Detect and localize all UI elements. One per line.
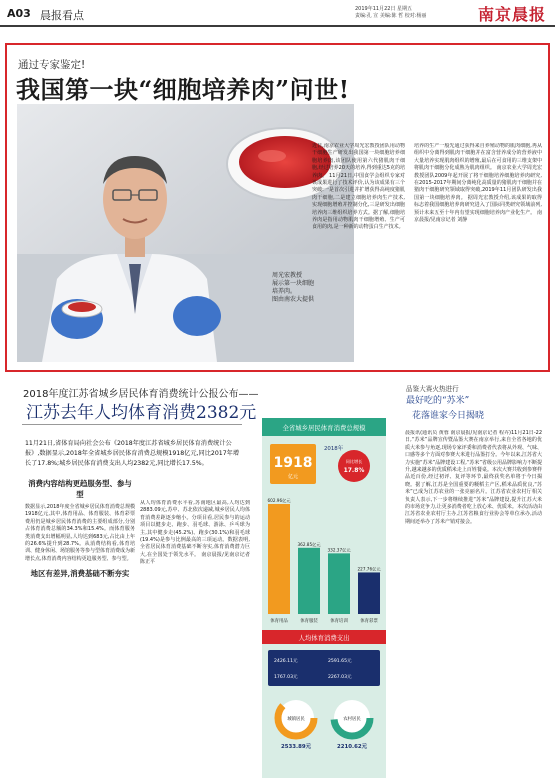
info-ring-label: 城镇居民: [287, 717, 305, 722]
info-section2: 人均体育消费支出: [298, 634, 350, 642]
info-bar-label: 体育服装: [300, 619, 318, 624]
info-value: 2591.65元: [328, 659, 352, 664]
info-value: 2426.11元: [274, 659, 298, 664]
right-subtitle: 品鉴大赛火热进行: [406, 385, 459, 393]
feature-headline: 我国第一块“细胞培养肉”问世!: [16, 75, 350, 104]
info-total-value: 1918: [273, 455, 313, 471]
article-subtitle: 2018年度江苏省城乡居民体育消费统计公报公布——: [23, 389, 259, 400]
right-article-body: 晨报讯(通讯员 黄蓉 南京晨报/见南京记者 程卉)11月21日-22日,“苏米”品牌宣传暨品鉴大赛在南京举行,来自全省各地的优质大米参与角逐,现场专家评委和消费者代表将从外观、气味、口感等多个方面对参赛大米进行品鉴打分。今年以来,江苏省大力实施“苏米”品牌建设工程,“苏米”省级公用品牌影响力不断提升,越来越多的优质稻米走上百姓餐桌。本次大赛共收到参赛样品近百份,经过初评、复评等环节,最终获奖名单将于今日揭晓。据了解,江苏是全国重要的粳稻主产区,稻米品质优良,“苏米”已成为江苏农业的一张亮丽名片。江苏省农业农村厅相关负责人表示,下一步将继续推进“苏米”品牌建设,提升江苏大米的市场竞争力,让更多消费者吃上放心米、优质米。本次活动由江苏省农业农村厅主办,江苏省粮食行业协会等单位承办,活动期间还举办了苏米产销对接会。: [405, 430, 542, 525]
date-line: 2019年11月22日 星期五: [355, 6, 413, 12]
section-name: 晨报看点: [40, 9, 84, 22]
info-value: 1767.03元: [274, 675, 298, 680]
info-bottom-value: 2210.62元: [337, 744, 367, 750]
article-column-1: [25, 478, 135, 768]
info-bar: [298, 548, 320, 614]
right-headline-2: 花落谁家今日揭晓: [412, 411, 485, 421]
info-bar: [358, 572, 380, 614]
info-year: 2018年: [324, 446, 344, 452]
feature-body-column-1: 近日,南京农业大学周光宏教授团队用动物干细胞生产研发出我国第一块细胞培养细胞培养肉,该团队使用第六代猪肌肉干细胞,经过培养20天的培养,得到重达5克的培养肉。 11月21日,中国食学会组织专家对该成果进行了技术评价,认为该成果有三个突破:一是首次引进并扩增获得高纯度猪肌肉干细胞,二是建立细胞培养肉生产技术,实现细胞增殖并控制分化,三是研发出细胞培养肉三维组织培养方式。据了解,细胞培养肉是指用动物肌肉干细胞增殖、生产可食用的肉,是一种新的动物蛋白生产技术。: [312, 143, 405, 231]
info-bar-label: 体育培训: [330, 619, 348, 624]
professor-photo: [17, 104, 354, 362]
article-column-2: [140, 500, 250, 770]
info-bar-label: 体育彩票: [360, 619, 378, 624]
info-bar-value: 362.85亿元: [297, 541, 321, 547]
article-lead: 11月21日,省体育局向社会公布《2018年度江苏省城乡居民体育消费统计公报》,数据显示,2018年全省城乡居民体育消费总规模1918亿元,同比2017年增长了17.8%;城乡居民体育消费支出人均2382元,同比增长17.5%。: [25, 440, 240, 467]
caption-line: 培养肉。: [272, 288, 297, 295]
info-bar-value: 332.37亿元: [327, 547, 351, 553]
caption-line: 图由南农大提供: [272, 296, 315, 303]
caption-line: 展示第一块细胞: [272, 280, 315, 287]
info-value: 2267.03元: [328, 675, 352, 680]
info-bar: [268, 504, 290, 614]
info-bar-value: 227.76亿元: [357, 566, 381, 572]
editor-line: 责编:孔 宣 美编:陈 哲 校对:杨丽: [355, 13, 427, 19]
masthead-logo: 南京晨报: [478, 5, 547, 24]
article-headline: 江苏去年人均体育消费2382元: [26, 403, 257, 423]
section-heading: 地区有差异,消费基础不断夯实: [30, 569, 130, 579]
article-body: 从人均体育消费水平看,苏南地区最高,人均达到2883.09元,苏中、苏北依次递减,城乡居民人均体育消费差距逐步缩小。分项目看,居民参与的运动项目以健步走、跑步、羽毛球、游泳、乒乓球为主,其中健步走(45.2%)、跑步(30.1%)和羽毛球(19.4%)是参与比例最高的三项运动。数据表明,全省居民体育消费基础不断夯实,体育消费潜力巨大,在全国处于领先水平。 南京晨报/见南京记者 陈正平: [140, 500, 250, 566]
caption-line: 周光宏教授: [272, 272, 303, 279]
infographic: [262, 418, 386, 778]
section-heading: 消费内容结构更趋服务型、参与型: [28, 479, 132, 499]
info-growth-value: 17.8%: [343, 467, 365, 474]
article-body: 数据显示,2018年度全省城乡居民体育消费总规模1918亿元,其中,体育用品、体育服装、体育彩票费用仍是城乡居民体育消费的主要组成部分,分别占体育消费总额的34.3%和15.4%。而体育服务类消费支出增幅明显,人均达到683元,占比由上年的26.6%提升到28.7%。从消费结构看,体育培训、健身休闲、场馆服务等参与型体育消费成为新增长点,体育消费内容结构更趋服务型、参与型。: [25, 504, 135, 562]
page-number: A03: [7, 7, 31, 20]
info-ring-label: 农村居民: [343, 717, 361, 722]
info-title: 全省城乡居民体育消费总规模: [282, 424, 366, 432]
page-header: [0, 0, 555, 26]
info-total-unit: 亿元: [287, 474, 299, 480]
publication-date: [355, 6, 426, 20]
infographic-graphic: [262, 418, 386, 778]
info-bar-value: 602.96亿元: [267, 498, 291, 503]
info-growth-label: 同比增长: [345, 459, 363, 464]
info-bar-label: 体育用品: [270, 619, 288, 624]
header-divider: [0, 25, 555, 27]
photo-illustration: [17, 104, 354, 362]
info-bar: [328, 553, 350, 614]
feature-body-column-2: 培养的生产一般先通过获得来自养殖动物的肌肉细胞,再从组织中分离得到肌肉干细胞并在富含营养成分的营养液中大量培养实现肌肉组织的增殖,最后在可食用的三维支架中将肌肉干细胞分化成熟为肌肉组织。 南京农业大学周光宏教授团队2009年起开展了将干细胞培养细胞培养肉研究,在2015-2017年期间分离纯化高质量的猪肌肉干细胞并在猪肉干细胞研究领域取得突破,2019年11月团队研发出我国第一块细胞培养肉。 据周光宏教授介绍,该成果的取得标志着我国细胞培养肉研究进入了国际同类研究领域前列,预计未来五至十年内有望实现细胞培养肉产业化生产。 南京晨报/见南京记者 刘静: [414, 143, 542, 224]
right-headline-1: 最好吃的“苏米”: [406, 396, 470, 406]
feature-kicker: 通过专家鉴定!: [18, 59, 86, 71]
headline-divider: [22, 424, 242, 425]
info-bottom-value: 2533.89元: [281, 744, 311, 750]
